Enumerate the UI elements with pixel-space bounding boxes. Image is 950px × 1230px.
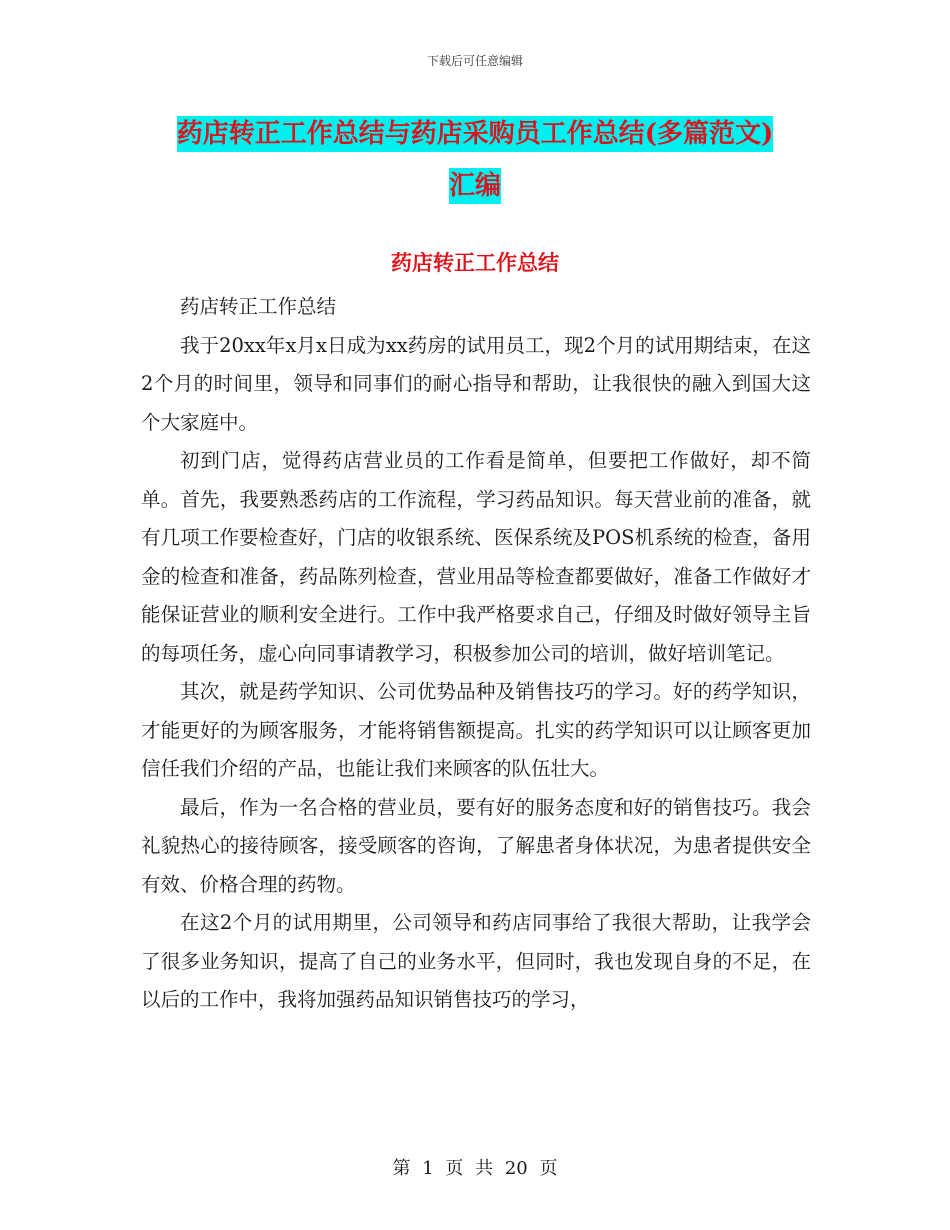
paragraph: 我于20xx年x月x日成为xx药房的试用员工，现2个月的试用期结束，在这2个月的时间里，领导和同事们的耐心指导和帮助，让我很快的融入到国大这个大家庭中。 bbox=[141, 333, 811, 434]
paragraph-subtitle: 药店转正工作总结 bbox=[180, 295, 337, 318]
paragraph: 其次，就是药学知识、公司优势品种及销售技巧的学习。好的药学知识，才能更好的为顾客服务，才能将销售额提高。扎实的药学知识可以让顾客更加信任我们介绍的产品，也能让我们来顾客的队伍壮大。 bbox=[141, 680, 811, 780]
paragraph: 最后，作为一名合格的营业员，要有好的服务态度和好的销售技巧。我会礼貌热心的接待顾客，接受顾客的咨询，了解患者身体状况，为患者提供安全有效、价格合理的药物。 bbox=[141, 795, 811, 896]
document-title-line-2: 汇编 bbox=[449, 168, 501, 204]
page-header-note: 下载后可任意编辑 bbox=[426, 54, 523, 68]
paragraph: 在这2个月的试用期里，公司领导和药店同事给了我很大帮助，让我学会了很多业务知识，提高了自己的业务水平，但同时，我也发现自身的不足，在以后的工作中，我将加强药品知识销售技巧的学习， bbox=[141, 911, 811, 1011]
page-number-footer: 第 1 页 共 20 页 bbox=[392, 1158, 558, 1179]
document-title-line-1: 药店转正工作总结与药店采购员工作总结(多篇范文) bbox=[177, 116, 774, 152]
document-title bbox=[0, 108, 950, 212]
document-body bbox=[141, 288, 811, 1020]
section-title: 药店转正工作总结 bbox=[391, 250, 559, 275]
paragraph: 初到门店，觉得药店营业员的工作看是简单，但要把工作做好，却不简单。首先，我要熟悉药店的工作流程，学习药品知识。每天营业前的准备，就有几项工作要检查好，门店的收银系统、医保系统及POS机系统的检查，备用金的检查和准备，药品陈列检查，营业用品等检查都要做好，准备工作做好才能保证营业的顺利安全进行。工作中我严格要求自己，仔细及时做好领导主旨的每项任务，虚心向同事请教学习，积极参加公司的培训，做好培训笔记。 bbox=[141, 449, 811, 665]
